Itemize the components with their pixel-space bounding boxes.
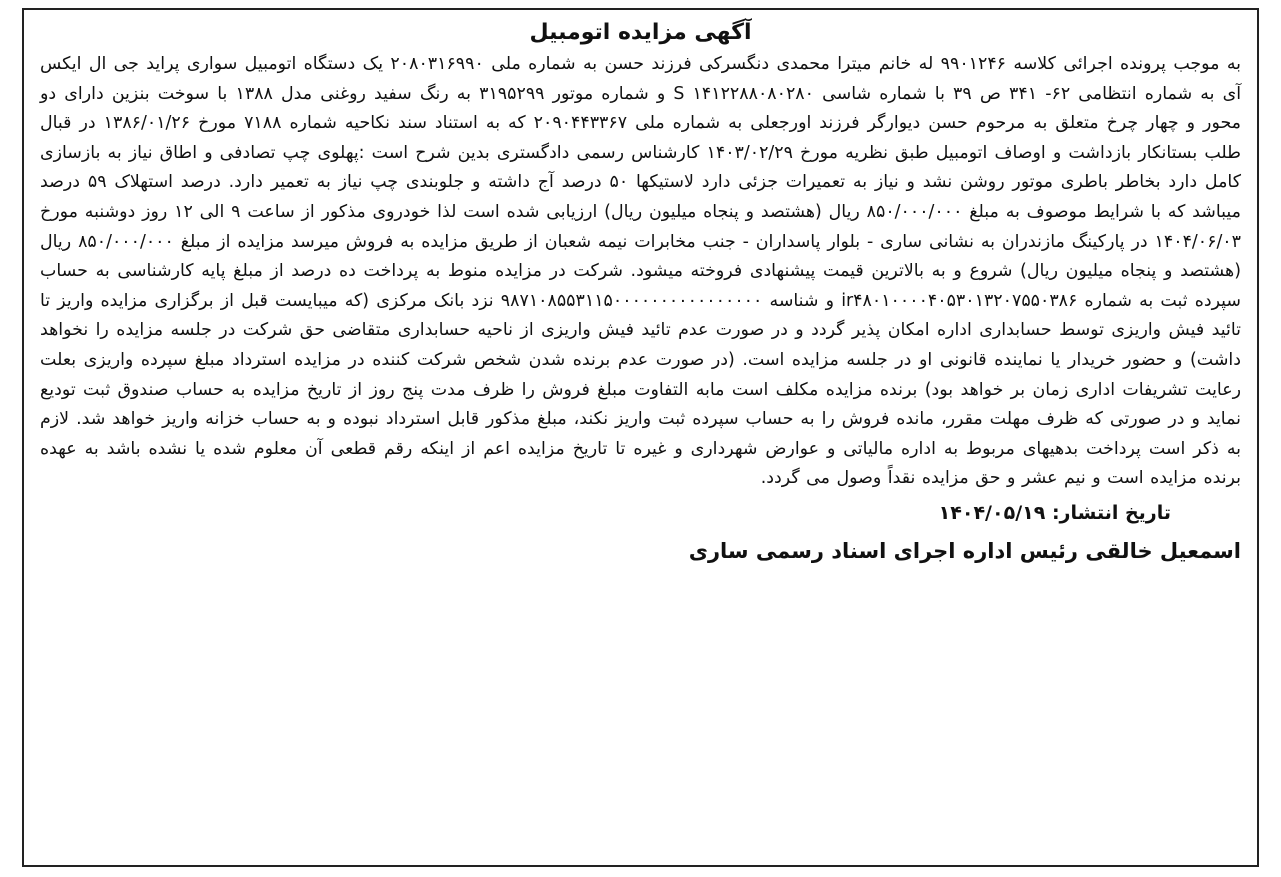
publish-date-label: تاریخ انتشار: ۱۴۰۴/۰۵/۱۹ <box>938 501 1171 524</box>
publish-date <box>40 498 1241 528</box>
notice-body: به موجب پرونده اجرائی کلاسه ۹۹۰۱۲۴۶ له خانم میترا محمدی دنگسرکی فرزند حسن به شماره ملی ۲۰۸۰۳۱۶۹۹۰ یک دستگاه اتومبیل سواری پراید جی ال ایکس آی به شماره انتظامی ۶۲- ۳۴۱ ص ۳۹ با شماره شاسی S ۱۴۱۲۲۸۸۰۸۰۲۸۰ و شماره موتور ۳۱۹۵۲۹۹ به رنگ سفید روغنی مدل ۱۳۸۸ با سوخت بنزین دارای دو محور و چهار چرخ متعلق به مرحوم حسن دیوارگر فرزند اورجعلی به شماره ملی ۲۰۹۰۴۴۳۳۶۷ که به استناد سند نکاحیه شماره ۷۱۸۸ مورخ ۱۳۸۶/۰۱/۲۶ در قبال طلب بستانکار بازداشت و اوصاف اتومبیل طبق نظریه مورخ ۱۴۰۳/۰۲/۲۹ کارشناس رسمی دادگستری بدین شرح است :پهلوی چپ تصادفی و اطاق نیاز به بازسازی کامل دارد بخاطر باطری موتور روشن نشد و نیاز به تعمیرات جزئی دارد لاستیکها ۵۰ درصد آج داشته و جلوبندی چپ نیاز به تعمیر دارد. درصد استهلاک ۵۹ درصد میباشد که با شرایط موصوف به مبلغ ۸۵۰/۰۰۰/۰۰۰ ریال (هشتصد و پنجاه میلیون ریال) ارزیابی شده است لذا خودروی مذکور از ساعت ۹ الی ۱۲ روز دوشنبه مورخ ۱۴۰۴/۰۶/۰۳ در پارکینگ مازندران به نشانی ساری - بلوار پاسداران - جنب مخابرات نیمه شعبان از طریق مزایده به فروش میرسد مزایده از مبلغ ۸۵۰/۰۰۰/۰۰۰ ریال (هشتصد و پنجاه میلیون ریال) شروع و به بالاترین قیمت پیشنهادی فروخته میشود. شرکت در مزایده منوط به پرداخت ده درصد از مبلغ پایه کارشناسی به حساب سپرده ثبت به شماره ir۴۸۰۱۰۰۰۰۴۰۵۳۰۱۳۲۰۷۵۵۰۳۸۶ و شناسه ۹۸۷۱۰۸۵۵۳۱۱۵۰۰۰۰۰۰۰۰۰۰۰۰۰۰۰۰ نزد بانک مرکزی (که میبایست قبل از برگزاری مزایده واریز تا تائید فیش واریزی توسط حسابداری اداره امکان پذیر گردد و در صورت عدم تائید فیش واریزی از ناحیه حسابداری متقاضی حق شرکت در جلسه مزایده را نخواهد داشت) و حضور خریدار یا نماینده قانونی او در جلسه مزایده است. (در صورت عدم برنده شدن شخص شرکت کننده در مزایده استرداد مبلغ سپرده واریزی بعلت رعایت تشریفات اداری زمان بر خواهد بود) برنده مزایده مکلف است مابه التفاوت مبلغ فروش را ظرف مدت پنج روز از تاریخ مزایده به حساب صندوق ثبت تودیع نماید و در صورتی که ظرف مهلت مقرر، مانده فروش را به حساب سپرده ثبت واریز نکند، مبلغ مذکور قابل استرداد نبوده و به حساب خزانه واریز خواهد شد. لازم به ذکر است پرداخت بدهیهای مربوط به اداره مالیاتی و عوارض شهرداری و غیره تا تاریخ مزایده اعم از اینکه رقم قطعی آن معلوم شده یا نشده باشد به عهده برنده مزایده است و نیم عشر و حق مزایده نقداً وصول می گردد. <box>40 54 1242 489</box>
auction-notice <box>22 8 1259 867</box>
notice-title: آگهی مزایده اتومبیل <box>529 20 752 45</box>
signature-line: اسمعیل خالقی رئیس اداره اجرای اسناد رسمی ساری <box>688 538 1241 563</box>
